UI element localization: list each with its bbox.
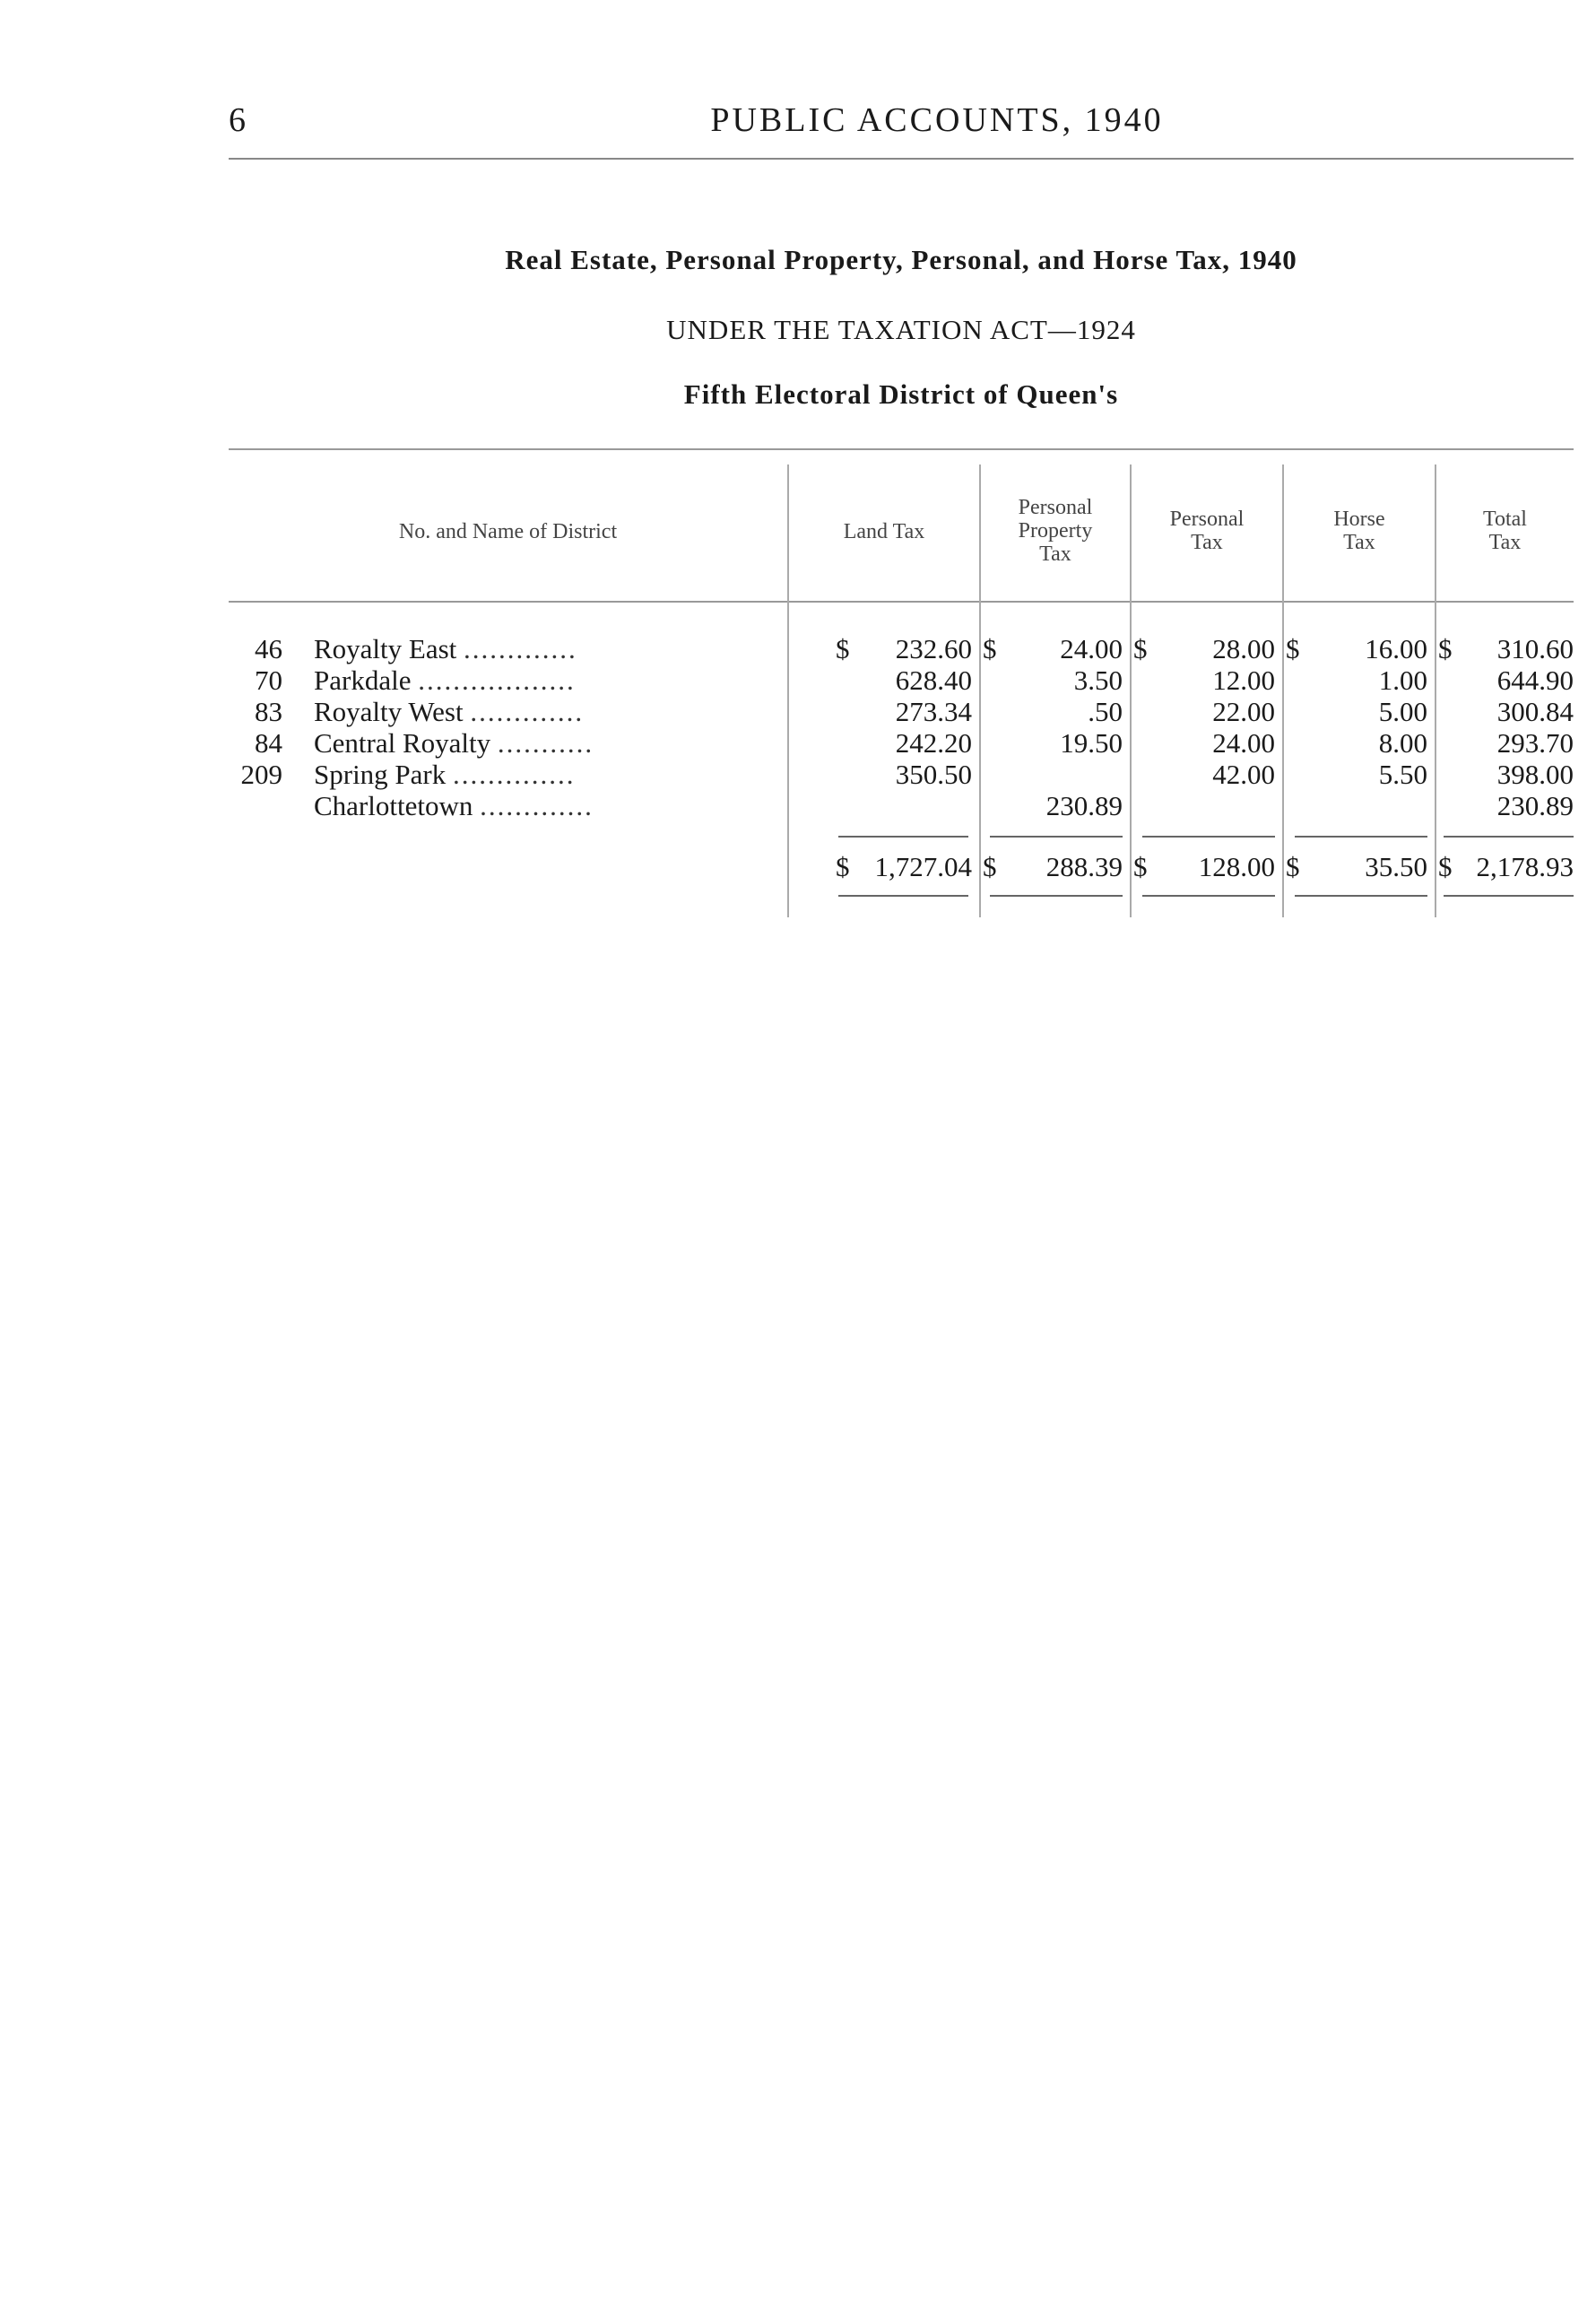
total-horse-tax: 35.50: [1365, 851, 1427, 882]
personal-tax-value: 42.00: [1212, 759, 1275, 790]
district-name: [314, 634, 577, 664]
district-name-text: Parkdale: [314, 664, 412, 696]
land-tax-value: 350.50: [895, 759, 972, 790]
currency-sign: $: [1438, 851, 1453, 882]
personal-property-tax-value: 230.89: [1045, 790, 1123, 821]
column-header-personal: [1132, 508, 1282, 554]
column-header-district-label: No. and Name of District: [398, 520, 618, 543]
district-name-text: Spring Park: [314, 759, 447, 790]
total-tax-value: 398.00: [1496, 759, 1574, 790]
leader-dots: .............: [480, 790, 594, 821]
horse-tax-value: 1.00: [1378, 664, 1427, 696]
leader-dots: .............: [470, 696, 585, 727]
district-name: [314, 760, 576, 790]
land-tax-value: 242.20: [895, 727, 972, 759]
personal-tax-value: 24.00: [1212, 727, 1275, 759]
total-tax-value: 230.89: [1496, 790, 1574, 821]
personal-property-tax-value: 3.50: [1073, 664, 1123, 696]
district-name: [314, 791, 594, 821]
column-header-horse-line: Tax: [1343, 531, 1375, 554]
column-header-horse-line: Horse: [1333, 508, 1385, 531]
currency-sign: $: [983, 633, 997, 664]
district-name: [314, 697, 584, 727]
total-tax-value: 293.70: [1496, 727, 1574, 759]
leader-dots: ..............: [453, 759, 576, 790]
leader-dots: ..................: [418, 664, 576, 696]
district-name: [314, 665, 576, 696]
table-title: Real Estate, Personal Property, Personal, and Horse Tax, 1940: [505, 244, 1297, 275]
page-number: 6: [229, 101, 246, 139]
running-title: PUBLIC ACCOUNTS, 1940: [710, 101, 1164, 139]
header-bottom-rule: [229, 601, 1574, 603]
total-double-rule: [1142, 895, 1275, 897]
column-header-total-line: Tax: [1488, 531, 1522, 554]
column-header-pp-line: Property: [1018, 519, 1093, 543]
currency-sign: $: [1133, 851, 1148, 882]
page-header: [229, 100, 1574, 145]
column-header-land: [789, 520, 979, 543]
leader-dots: ...........: [497, 727, 594, 759]
currency-sign: $: [983, 851, 997, 882]
land-tax-value: 273.34: [895, 696, 972, 727]
column-header-land-label: Land Tax: [843, 520, 925, 543]
total-rule: [1295, 836, 1427, 838]
table-subtitle: UNDER THE TAXATION ACT—1924: [666, 314, 1136, 345]
personal-property-tax-value: 24.00: [1060, 633, 1123, 664]
currency-sign: $: [1133, 633, 1148, 664]
total-tax-value: 300.84: [1496, 696, 1574, 727]
column-header-personal-line: Personal: [1169, 508, 1245, 531]
column-header-total: [1436, 508, 1574, 554]
column-header-personal-property: [981, 496, 1130, 566]
currency-sign: $: [1286, 633, 1300, 664]
district-number: 70: [255, 664, 282, 696]
column-header-personal-line: Tax: [1191, 531, 1223, 554]
total-double-rule: [990, 895, 1123, 897]
header-rule: [229, 158, 1574, 160]
total-personal-property-tax: 288.39: [1045, 851, 1123, 882]
personal-property-tax-value: 19.50: [1060, 727, 1123, 759]
column-header-pp-line: Personal: [1018, 496, 1093, 519]
district-number: 84: [255, 727, 282, 759]
horse-tax-value: 5.50: [1378, 759, 1427, 790]
currency-sign: $: [836, 851, 850, 882]
horse-tax-value: 16.00: [1365, 633, 1427, 664]
total-rule: [1142, 836, 1275, 838]
column-header-horse: [1284, 508, 1435, 554]
district-name-text: Royalty East: [314, 633, 457, 664]
district-title: Fifth Electoral District of Queen's: [683, 378, 1119, 410]
personal-tax-value: 22.00: [1212, 696, 1275, 727]
column-header-district: [229, 520, 787, 543]
total-personal-tax: 128.00: [1198, 851, 1275, 882]
district-name-text: Royalty West: [314, 696, 464, 727]
total-double-rule: [1444, 895, 1574, 897]
column-header-pp-line: Tax: [1039, 543, 1071, 566]
district-name-text: Central Royalty: [314, 727, 491, 759]
currency-sign: $: [836, 633, 850, 664]
currency-sign: $: [1438, 633, 1453, 664]
table-top-rule: [229, 448, 1574, 450]
personal-property-tax-value: .50: [1088, 696, 1123, 727]
district-number: 46: [255, 633, 282, 664]
land-tax-value: 628.40: [895, 664, 972, 696]
total-rule: [838, 836, 968, 838]
district-name-text: Charlottetown: [314, 790, 473, 821]
district-number: 209: [240, 759, 282, 790]
personal-tax-value: 12.00: [1212, 664, 1275, 696]
horse-tax-value: 5.00: [1378, 696, 1427, 727]
total-tax-value: 310.60: [1496, 633, 1574, 664]
column-header-total-line: Total: [1483, 508, 1527, 531]
grand-total-tax: 2,178.93: [1476, 851, 1574, 882]
total-rule: [990, 836, 1123, 838]
currency-sign: $: [1286, 851, 1300, 882]
district-name: [314, 728, 594, 759]
district-number: 83: [255, 696, 282, 727]
total-double-rule: [838, 895, 968, 897]
horse-tax-value: 8.00: [1378, 727, 1427, 759]
total-land-tax: 1,727.04: [874, 851, 972, 882]
total-rule: [1444, 836, 1574, 838]
land-tax-value: 232.60: [895, 633, 972, 664]
total-double-rule: [1295, 895, 1427, 897]
personal-tax-value: 28.00: [1212, 633, 1275, 664]
total-tax-value: 644.90: [1496, 664, 1574, 696]
leader-dots: .............: [464, 633, 577, 664]
